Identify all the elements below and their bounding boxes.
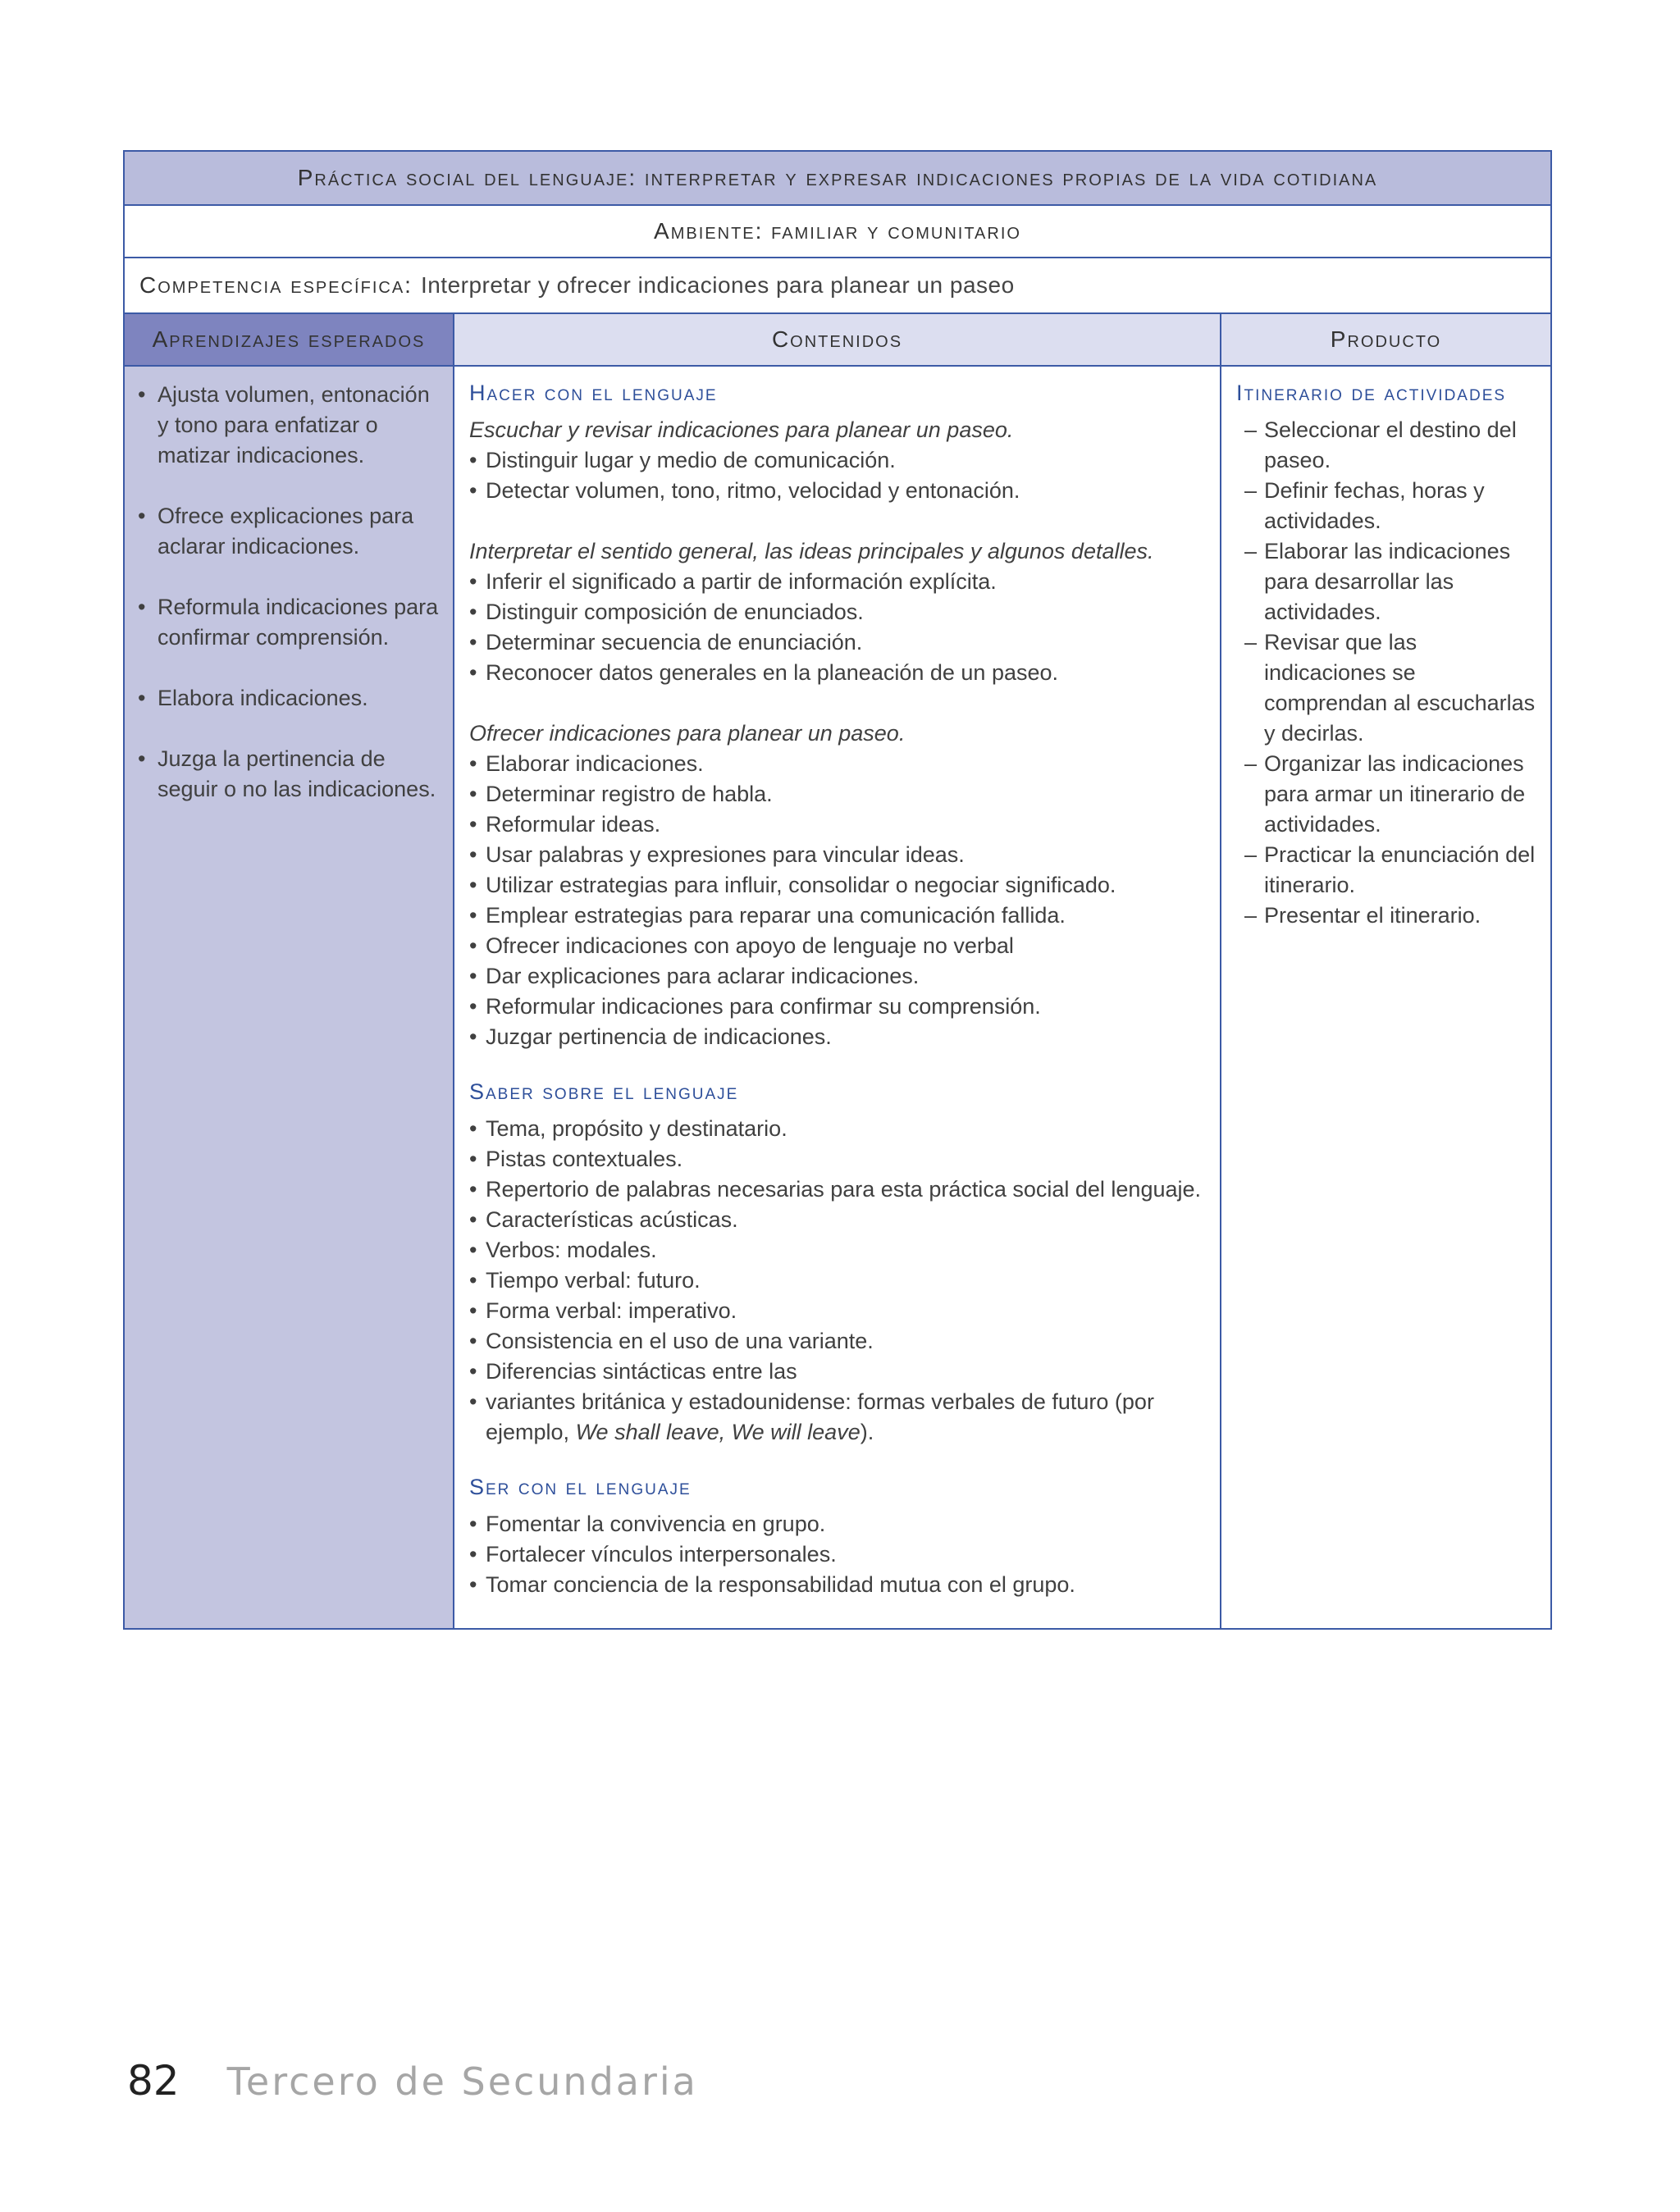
list-item: • Utilizar estrategias para influir, consolidar o negociar significado.	[469, 873, 1116, 897]
bullet-icon: •	[138, 382, 146, 407]
column-header-producto-label: Producto	[1330, 326, 1442, 352]
section-title-hacer: Hacer con el lenguaje	[469, 381, 718, 405]
dash-list	[1236, 415, 1539, 931]
list-item: • Dar explicaciones para aclarar indicaciones.	[469, 964, 920, 988]
contenidos-column	[454, 367, 1221, 1628]
section-title-ser: Ser con el lenguaje	[469, 1475, 692, 1499]
list-item: • Reformula indicaciones para confirmar comprensión.	[138, 592, 441, 653]
list-item: • Repertorio de palabras necesarias para esta práctica social del lenguaje.	[469, 1177, 1202, 1202]
producto-column	[1221, 367, 1550, 1628]
column-header-contenidos	[454, 314, 1221, 365]
bullet-list	[469, 1114, 1208, 1448]
list-item: • Reformular ideas.	[469, 812, 661, 837]
list-item: • Tomar conciencia de la responsabilidad mutua con el grupo.	[469, 1572, 1075, 1597]
practice-title: Práctica social del lenguaje: interpretar y expresar indicaciones propias de la vida cotidiana	[297, 165, 1378, 190]
page-number: 82	[127, 2057, 180, 2105]
list-item: • Elaborar indicaciones.	[469, 751, 704, 776]
section-title-saber: Saber sobre el lenguaje	[469, 1079, 739, 1104]
page-footer	[127, 2057, 698, 2105]
list-item: • Ajusta volumen, entonación y tono para enfatizar o matizar indicaciones.	[138, 380, 441, 471]
list-item: • Consistencia en el uso de una variante.	[469, 1329, 874, 1353]
list-item: • Características acústicas.	[469, 1207, 738, 1232]
list-item: • Tiempo verbal: futuro.	[469, 1268, 701, 1293]
bullet-icon: •	[138, 504, 146, 528]
table-body	[125, 367, 1550, 1628]
list-item: – Definir fechas, horas y actividades.	[1244, 478, 1485, 533]
list-item: • Ofrece explicaciones para aclarar indicaciones.	[138, 501, 441, 562]
book-title: Tercero de Secundaria	[226, 2059, 698, 2104]
curriculum-table	[123, 150, 1552, 1630]
subtitle: Ofrecer indicaciones para planear un paseo.	[469, 721, 906, 746]
bullet-icon: •	[138, 595, 146, 619]
list-item: – Presentar el itinerario.	[1244, 903, 1481, 928]
list-item: • Detectar volumen, tono, ritmo, velocidad y entonación.	[469, 478, 1020, 503]
list-item: • Reconocer datos generales en la planeación de un paseo.	[469, 660, 1059, 685]
list-item: • Ofrecer indicaciones con apoyo de lenguaje no verbal	[469, 933, 1014, 958]
list-item: – Revisar que las indicaciones se comprendan al escucharlas y decirlas.	[1244, 630, 1536, 746]
list-item: • Distinguir lugar y medio de comunicación.	[469, 448, 896, 472]
bullet-icon: •	[138, 686, 146, 710]
list-item: • Fortalecer vínculos interpersonales.	[469, 1542, 837, 1567]
subtitle: Interpretar el sentido general, las ideas principales y algunos detalles.	[469, 539, 1154, 563]
environment-row	[125, 206, 1550, 258]
list-item: – Practicar la enunciación del itinerario.	[1244, 842, 1536, 897]
section-title-itinerario: Itinerario de actividades	[1236, 381, 1507, 405]
list-item: – Organizar las indicaciones para armar un itinerario de actividades.	[1244, 751, 1526, 837]
list-item: • Verbos: modales.	[469, 1238, 657, 1262]
list-item: • Tema, propósito y destinatario.	[469, 1116, 788, 1141]
list-item: • Distinguir composición de enunciados.	[469, 600, 864, 624]
bullet-list	[469, 567, 1208, 688]
list-item: • Juzga la pertinencia de seguir o no las indicaciones.	[138, 744, 441, 805]
list-item: • Reformular indicaciones para confirmar su comprensión.	[469, 994, 1041, 1019]
column-headers	[125, 314, 1550, 367]
practice-header	[125, 152, 1550, 206]
list-item: • Diferencias sintácticas entre las	[469, 1359, 797, 1384]
subtitle: Escuchar y revisar indicaciones para planear un paseo.	[469, 417, 1014, 442]
list-item: • variantes británica y estadounidense: formas verbales de futuro (por ejemplo, We shall leave, We will leave).	[469, 1389, 1154, 1444]
list-item: • Determinar secuencia de enunciación.	[469, 630, 863, 654]
bullet-icon: •	[138, 746, 146, 771]
column-header-contenidos-label: Contenidos	[771, 326, 903, 352]
bullet-list	[469, 445, 1208, 506]
list-item: • Elabora indicaciones.	[138, 683, 441, 714]
column-header-producto	[1221, 314, 1550, 365]
competence-label: Competencia específica:	[139, 272, 413, 298]
list-item: – Elaborar las indicaciones para desarrollar las actividades.	[1244, 539, 1511, 624]
list-item: – Seleccionar el destino del paseo.	[1244, 417, 1517, 472]
list-item: • Forma verbal: imperativo.	[469, 1298, 737, 1323]
competence-text: Interpretar y ofrecer indicaciones para planear un paseo	[420, 272, 1015, 298]
list-item: • Juzgar pertinencia de indicaciones.	[469, 1024, 832, 1049]
bullet-list	[469, 1509, 1208, 1600]
list-item: • Usar palabras y expresiones para vincular ideas.	[469, 842, 965, 867]
competence-row	[125, 258, 1550, 314]
list-item: • Pistas contextuales.	[469, 1147, 683, 1171]
list-item: • Inferir el significado a partir de información explícita.	[469, 569, 997, 594]
list-item: • Emplear estrategias para reparar una comunicación fallida.	[469, 903, 1066, 928]
column-header-aprendizajes	[125, 314, 454, 365]
bullet-list	[469, 749, 1208, 1052]
aprendizajes-column	[125, 367, 454, 1628]
list-item: • Fomentar la convivencia en grupo.	[469, 1512, 826, 1536]
list-item: • Determinar registro de habla.	[469, 782, 773, 806]
column-header-aprendizajes-label: Aprendizajes esperados	[152, 326, 426, 352]
environment-title: Ambiente: familiar y comunitario	[654, 218, 1021, 244]
